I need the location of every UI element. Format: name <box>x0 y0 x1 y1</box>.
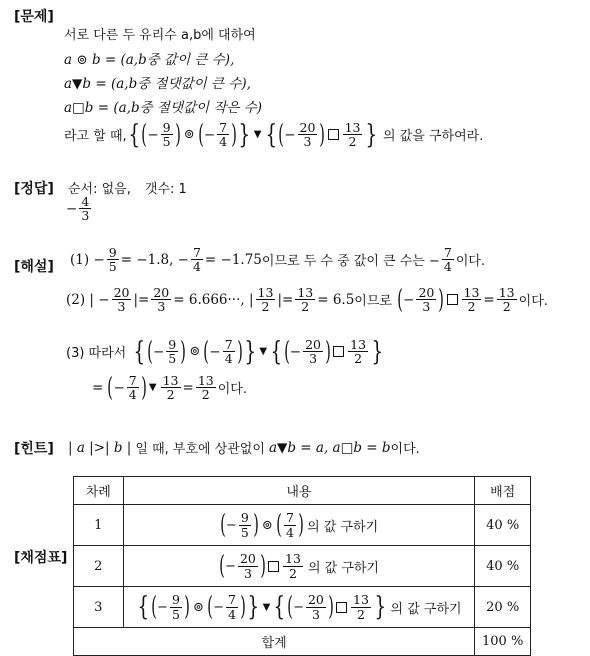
fraction: $\frac{7}{4}$ <box>219 120 228 150</box>
row-number: 1 <box>74 505 124 546</box>
fraction: $\frac{13}{2}$ <box>498 285 515 315</box>
explanation-section-label: [해설] <box>14 259 54 275</box>
table-row <box>74 505 531 546</box>
square-operator-icon <box>447 294 458 305</box>
fraction: $\frac{9}{5}$ <box>168 337 177 367</box>
grading-section-label: [채점표] <box>14 550 68 566</box>
row-content: { ( − $\frac{9}{5}$ ) ⊚ ( − $\frac{7}{4}$ ) } ▼ { ( − $\frac{20}{3}$ ) $\frac{13}{2}$ } 의 값 구하기 <box>123 587 475 628</box>
problem-expression-line: 라고 할 때, { ( − $\frac{9}{5}$ ) ⊚ ( − $\frac{7}{4}$ ) } ▼ { ( − $\frac{20}{3}$ ) $\frac{13}{2}$ } 의 값을 구하여라. <box>64 119 484 150</box>
total-score: 100 % <box>475 628 531 656</box>
circle-dot-operator-icon: ⊚ <box>183 127 195 143</box>
circle-dot-operator-icon: ⊚ <box>193 599 204 615</box>
fraction: $\frac{13}{2}$ <box>162 373 179 403</box>
fraction: $\frac{20}{3}$ <box>113 285 130 315</box>
square-operator-icon <box>336 602 347 613</box>
circle-dot-operator-icon: ⊚ <box>189 344 201 360</box>
fraction: $\frac{13}{2}$ <box>297 285 314 315</box>
square-operator-icon <box>328 129 339 140</box>
fraction: $\frac{13}{2}$ <box>257 285 274 315</box>
answer-fraction: $\frac{4}{3}$ <box>81 194 90 224</box>
header-order: 차례 <box>74 477 124 505</box>
fraction: $\frac{13}{2}$ <box>285 551 301 581</box>
fraction: $\frac{13}{2}$ <box>197 373 214 403</box>
hint-section-label: [힌트] <box>14 441 54 457</box>
grading-total-row <box>74 628 531 656</box>
fraction: $\frac{13}{2}$ <box>344 120 361 150</box>
answer-count: 갯수: 1 <box>144 182 187 197</box>
answer-order: 순서: 없음, <box>68 182 131 197</box>
fraction: $\frac{20}{3}$ <box>418 285 435 315</box>
fraction: $\frac{7}{4}$ <box>192 245 201 275</box>
down-triangle-operator-icon: ▼ <box>148 382 157 394</box>
fraction: $\frac{9}{5}$ <box>171 592 180 622</box>
table-row <box>74 546 531 587</box>
explain-step-2: (2) | − $\frac{20}{3}$ |= $\frac{20}{3}$ = 6.666···, | $\frac{13}{2}$ |= $\frac{13}{2}$ = 6.5 이므로 ( − $\frac{20}{3}$ ) $\frac{13}{2}$ = $\frac{13}{2}$ 이다. <box>66 284 548 315</box>
fraction: $\frac{7}{4}$ <box>443 245 452 275</box>
fraction: $\frac{20}{3}$ <box>299 120 316 150</box>
row-score: 20 % <box>475 587 531 628</box>
fraction: $\frac{13}{2}$ <box>463 285 480 315</box>
problem-tail: 의 값을 구하여라. <box>383 129 484 145</box>
fraction: $\frac{7}{4}$ <box>285 510 294 540</box>
fraction: $\frac{7}{4}$ <box>224 337 233 367</box>
answer-value: − $\frac{4}{3}$ <box>66 194 90 224</box>
down-triangle-operator-icon: ▼ <box>259 346 268 358</box>
header-score: 배점 <box>475 477 531 505</box>
row-number: 2 <box>74 546 124 587</box>
explain-step-4: = ( − $\frac{7}{4}$ ) ▼ $\frac{13}{2}$ = $\frac{13}{2}$ 이다. <box>92 372 247 403</box>
fraction: $\frac{13}{2}$ <box>353 592 369 622</box>
table-row <box>74 587 531 628</box>
row-score: 40 % <box>475 546 531 587</box>
fraction: $\frac{9}{5}$ <box>162 120 171 150</box>
square-operator-icon <box>333 346 344 357</box>
problem-section-label: [문제] <box>14 9 54 25</box>
fraction: $\frac{20}{3}$ <box>239 551 256 581</box>
hint-line: | a |>| b | 일 때, 부호에 상관없이 a▼b = a, a□b = b 이다. <box>68 439 420 457</box>
circle-dot-operator-icon: ⊚ <box>261 517 273 533</box>
fraction: $\frac{7}{4}$ <box>228 592 236 622</box>
down-triangle-operator-icon: ▼ <box>262 601 271 613</box>
problem-def-max: a ⊚ b = (a,b중 값이 큰 수), <box>64 52 235 68</box>
down-triangle-operator-icon: ▼ <box>253 129 262 141</box>
problem-lead: 라고 할 때, <box>64 129 127 145</box>
fraction: $\frac{20}{3}$ <box>305 337 322 367</box>
row-content: ( − $\frac{20}{3}$ ) $\frac{13}{2}$ 의 값 구하기 <box>123 546 475 587</box>
fraction: $\frac{13}{2}$ <box>350 337 367 367</box>
fraction: $\frac{20}{3}$ <box>153 285 170 315</box>
problem-def-absmin: a□b = (a,b중 절댓값이 작은 수) <box>64 100 263 116</box>
grading-header-row <box>74 477 531 505</box>
problem-def-absmax: a▼b = (a,b중 절댓값이 큰 수), <box>64 76 251 92</box>
square-operator-icon <box>268 561 279 572</box>
explain-step-3: (3) 따라서 { ( − $\frac{9}{5}$ ) ⊚ ( − $\frac{7}{4}$ ) } ▼ { ( − $\frac{20}{3}$ ) $\frac{13}{2}$ } <box>66 336 384 367</box>
grading-table <box>73 476 531 656</box>
fraction: $\frac{9}{5}$ <box>108 245 117 275</box>
problem-line-1: 서로 다른 두 유리수 a,b에 대하여 <box>64 28 256 43</box>
row-score: 40 % <box>475 505 531 546</box>
total-label: 합계 <box>74 628 475 656</box>
row-content: ( − $\frac{9}{5}$ ) ⊚ ( $\frac{7}{4}$ ) 의 값 구하기 <box>123 505 475 546</box>
header-content: 내용 <box>123 477 475 505</box>
fraction: $\frac{20}{3}$ <box>307 592 324 622</box>
fraction: $\frac{7}{4}$ <box>128 373 137 403</box>
fraction: $\frac{9}{5}$ <box>240 510 249 540</box>
explain-step-1: (1) − $\frac{9}{5}$ = −1.8, − $\frac{7}{4}$ = −1.75 이므로 두 수 중 값이 큰 수는 − $\frac{7}{4}$ 이다. <box>70 245 486 275</box>
row-number: 3 <box>74 587 124 628</box>
answer-section-label: [정답] <box>14 181 54 197</box>
